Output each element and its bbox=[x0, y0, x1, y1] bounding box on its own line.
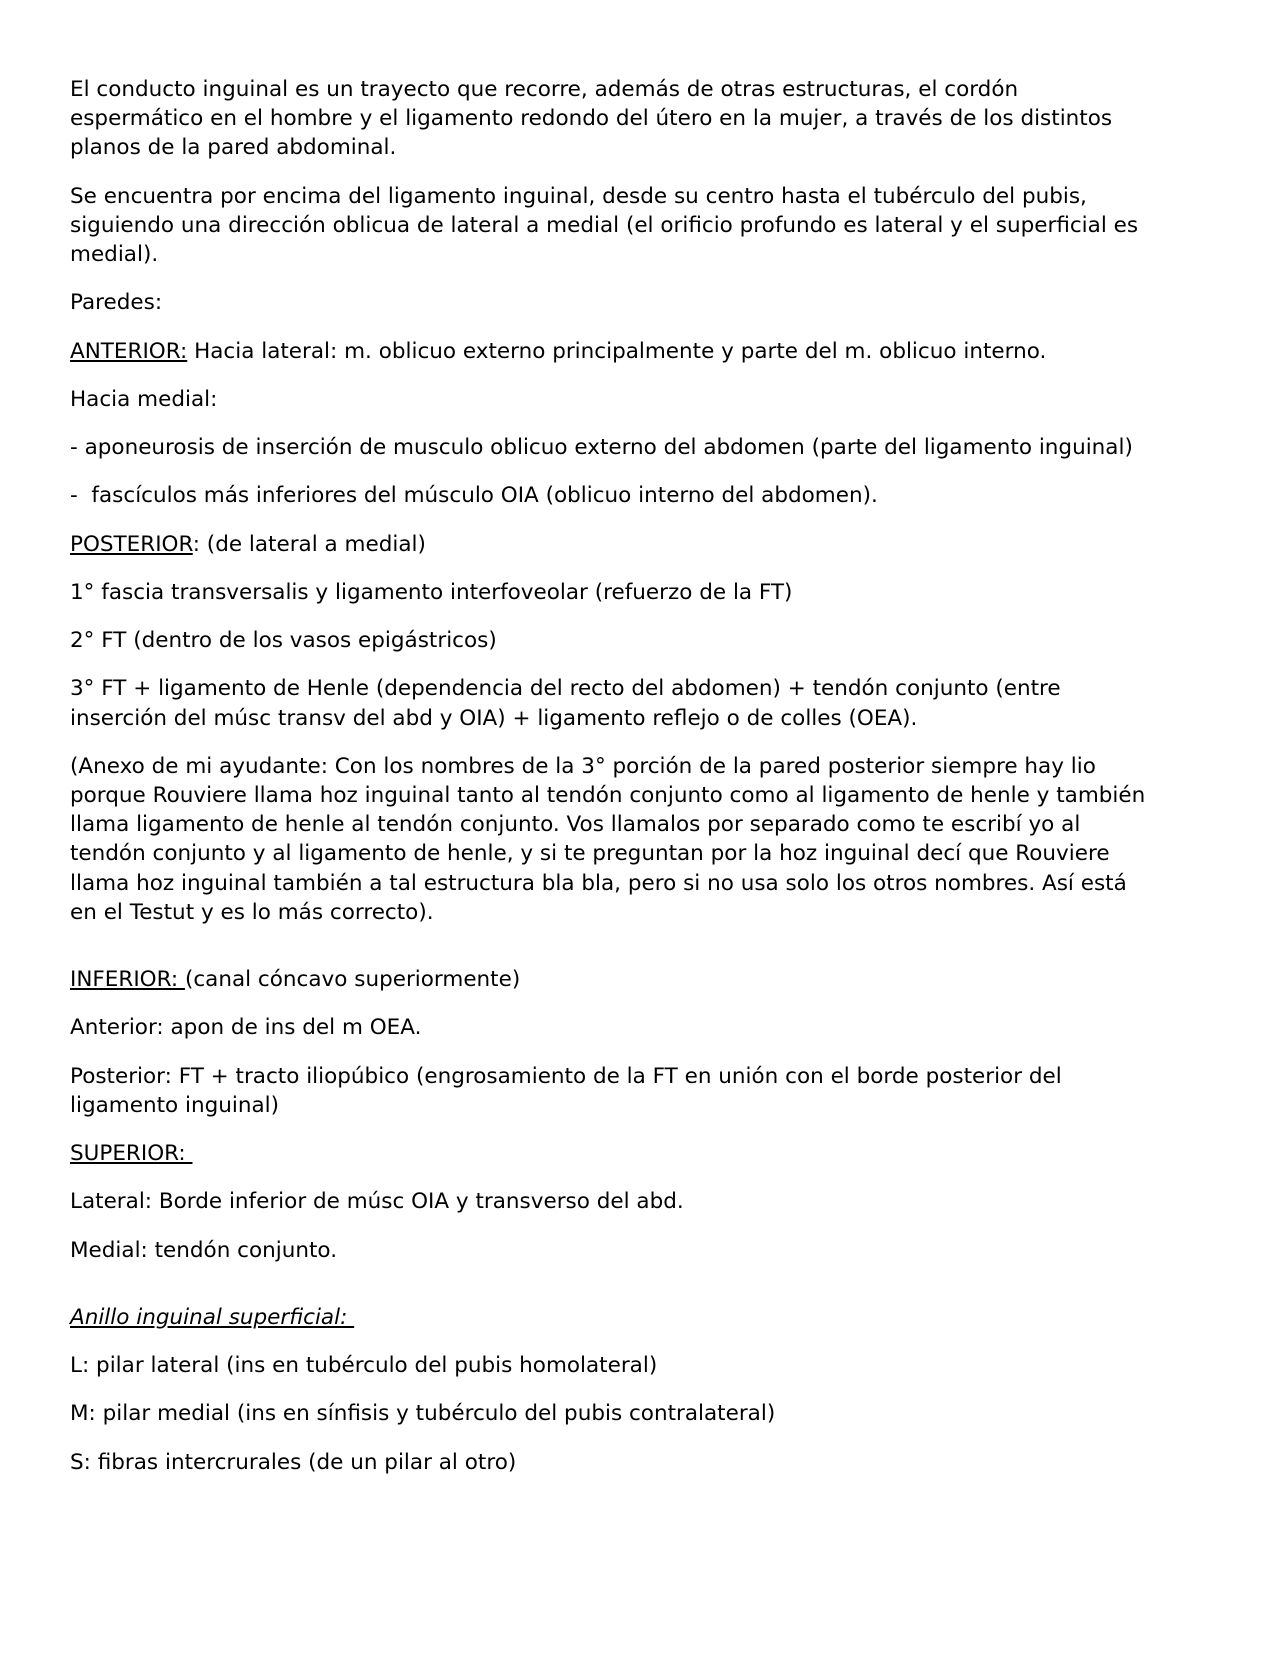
paragraph bbox=[70, 481, 1152, 510]
paragraph bbox=[70, 75, 1152, 163]
text-run: 1° fascia transversalis y ligamento interfoveolar (refuerzo de la FT) bbox=[70, 579, 793, 605]
paragraph bbox=[70, 385, 1152, 414]
paragraph bbox=[70, 965, 1152, 994]
text-run: (canal cóncavo superiormente) bbox=[184, 967, 521, 993]
text-run: (Anexo de mi ayudante: Con los nombres de la 3° porción de la pared posterior siempre hay lio porque Rouviere llama hoz inguinal tanto al tendón conjunto como al ligamento de henle y también llama ligamento de henle al tendón conjunto. Vos llamalos por separado como te escribí yo al tendón conjunto y al ligamento de henle, y si te preguntan por la hoz inguinal decí que Rouviere llama hoz inguinal también a tal estructura bla bla, pero si no usa solo los otros nombres. Así está en el Testut y es lo más correcto). bbox=[70, 753, 1153, 925]
paragraph bbox=[70, 1399, 1152, 1428]
document-content bbox=[70, 75, 1152, 1477]
text-run: Posterior: FT + tracto iliopúbico (engrosamiento de la FT en unión con el borde posterior del ligamento inguinal) bbox=[70, 1063, 1069, 1118]
text-run: Se encuentra por encima del ligamento inguinal, desde su centro hasta el tubérculo del pubis, siguiendo una dirección oblicua de lateral a medial (el orificio profundo es lateral y el superficial es medial). bbox=[70, 183, 1145, 268]
paragraph bbox=[70, 1013, 1152, 1042]
paragraph bbox=[70, 288, 1152, 317]
paragraph bbox=[70, 182, 1152, 270]
text-run: Lateral: Borde inferior de músc OIA y transverso del abd. bbox=[70, 1189, 684, 1215]
text-run: Anterior: apon de ins del m OEA. bbox=[70, 1015, 422, 1041]
paragraph bbox=[70, 674, 1152, 732]
text-run: POSTERIOR bbox=[70, 531, 193, 557]
text-run: Paredes: bbox=[70, 290, 163, 316]
paragraph bbox=[70, 626, 1152, 655]
paragraph bbox=[70, 1062, 1152, 1120]
text-run: M: pilar medial (ins en sínfisis y tubérculo del pubis contralateral) bbox=[70, 1401, 776, 1427]
text-run: Anillo inguinal superficial: bbox=[70, 1304, 355, 1330]
paragraph bbox=[70, 1448, 1152, 1477]
paragraph bbox=[70, 337, 1152, 366]
text-run: Medial: tendón conjunto. bbox=[70, 1237, 338, 1263]
text-run: INFERIOR: bbox=[70, 967, 185, 993]
text-run: El conducto inguinal es un trayecto que recorre, además de otras estructuras, el cordón espermático en el hombre y el ligamento redondo del útero en la mujer, a través de los distintos planos de la pared abdominal. bbox=[70, 77, 1119, 161]
text-run: 3° FT + ligamento de Henle (dependencia del recto del abdomen) + tendón conjunto (entre inserción del músc transv del abd y OIA) + ligamento reflejo o de colles (OEA). bbox=[70, 676, 1068, 731]
text-run: - fascículos más inferiores del músculo OIA (oblicuo interno del abdomen). bbox=[70, 483, 878, 509]
text-run: L: pilar lateral (ins en tubérculo del pubis homolateral) bbox=[70, 1353, 658, 1379]
paragraph bbox=[70, 1236, 1152, 1265]
text-run: S: fibras intercrurales (de un pilar al otro) bbox=[70, 1449, 517, 1475]
text-run: SUPERIOR: bbox=[70, 1141, 193, 1167]
text-run: Hacia medial: bbox=[70, 386, 218, 412]
paragraph bbox=[70, 578, 1152, 607]
paragraph bbox=[70, 1187, 1152, 1216]
text-run: - aponeurosis de inserción de musculo oblicuo externo del abdomen (parte del ligamento inguinal) bbox=[70, 435, 1133, 461]
paragraph bbox=[70, 530, 1152, 559]
text-run: Hacia lateral: m. oblicuo externo principalmente y parte del m. oblicuo interno. bbox=[187, 338, 1047, 364]
paragraph bbox=[70, 1351, 1152, 1380]
text-run: 2° FT (dentro de los vasos epigástricos) bbox=[70, 628, 497, 654]
paragraph bbox=[70, 433, 1152, 462]
paragraph bbox=[70, 1139, 1152, 1168]
paragraph bbox=[70, 752, 1152, 927]
paragraph bbox=[70, 1303, 1152, 1332]
text-run: ANTERIOR: bbox=[70, 338, 188, 364]
text-run: : (de lateral a medial) bbox=[192, 531, 426, 557]
